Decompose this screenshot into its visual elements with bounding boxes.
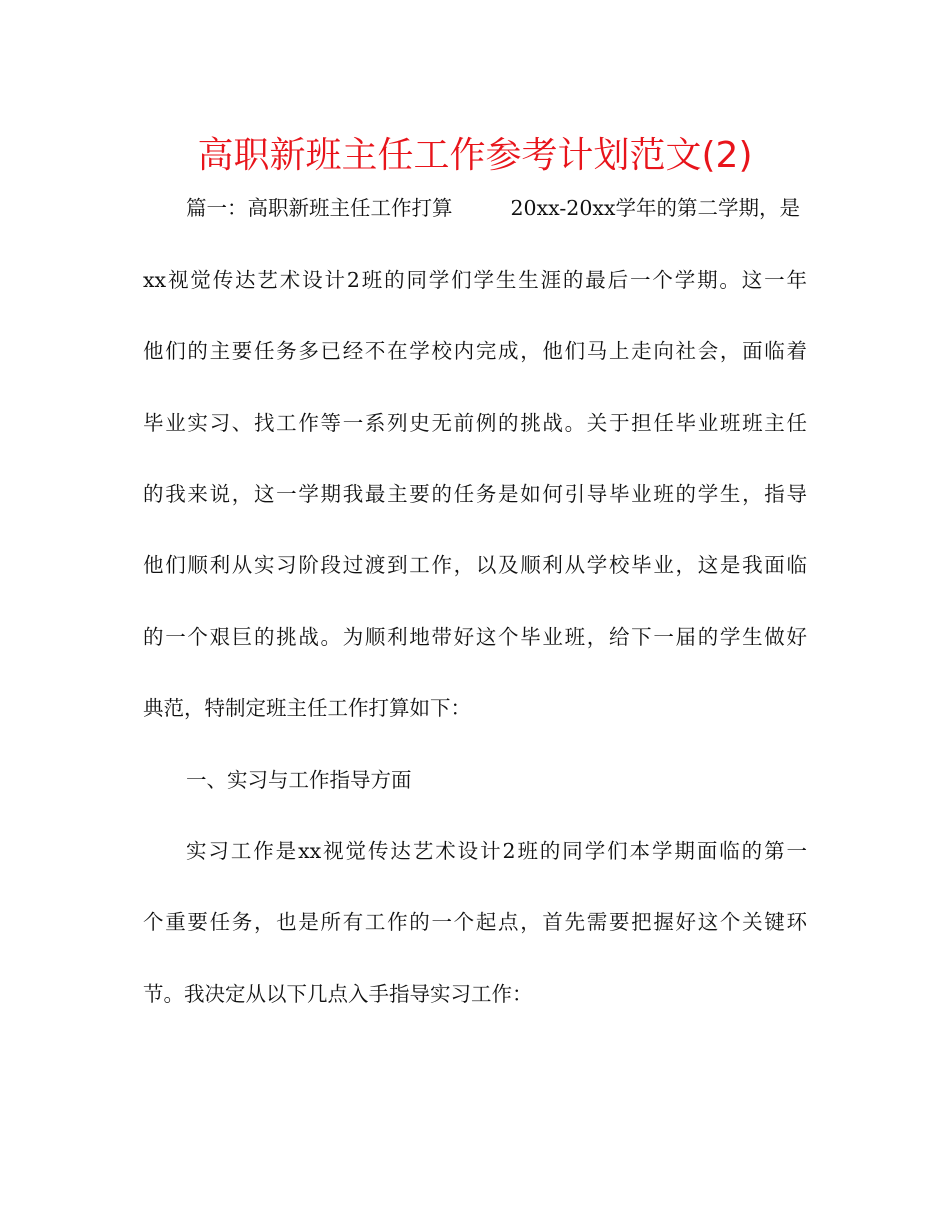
paragraph-line [186,193,807,223]
paragraph-line: 个重要任务，也是所有工作的一个起点，首先需要把握好这个关键环 [143,910,807,934]
section-heading: 一、实习与工作指导方面 [186,768,412,792]
section-heading-inline: 篇一：高职新班主任工作打算 [186,196,453,220]
body-text: 20xx-20xx学年的第二学期，是 [510,196,800,220]
paragraph-line: 的一个艰巨的挑战。为顺利地带好这个毕业班，给下一届的学生做好 [143,625,807,649]
paragraph-line: 他们顺利从实习阶段过渡到工作，以及顺利从学校毕业，这是我面临 [143,553,807,577]
paragraph-line: 典范，特制定班主任工作打算如下： [143,696,471,720]
paragraph-line: 毕业实习、找工作等一系列史无前例的挑战。关于担任毕业班班主任 [143,411,807,435]
paragraph-line: 实习工作是xx视觉传达艺术设计2班的同学们本学期面临的第一 [186,839,807,863]
document-title: 高职新班主任工作参考计划范文(2) [197,135,753,176]
paragraph-line: 他们的主要任务多已经不在学校内完成，他们马上走向社会，面临着 [143,339,807,363]
paragraph-line: 节。我决定从以下几点入手指导实习工作： [143,982,533,1006]
paragraph-line: 的我来说，这一学期我最主要的任务是如何引导毕业班的学生，指导 [143,482,807,506]
paragraph-line: xx视觉传达艺术设计2班的同学们学生生涯的最后一个学期。这一年 [143,268,807,292]
